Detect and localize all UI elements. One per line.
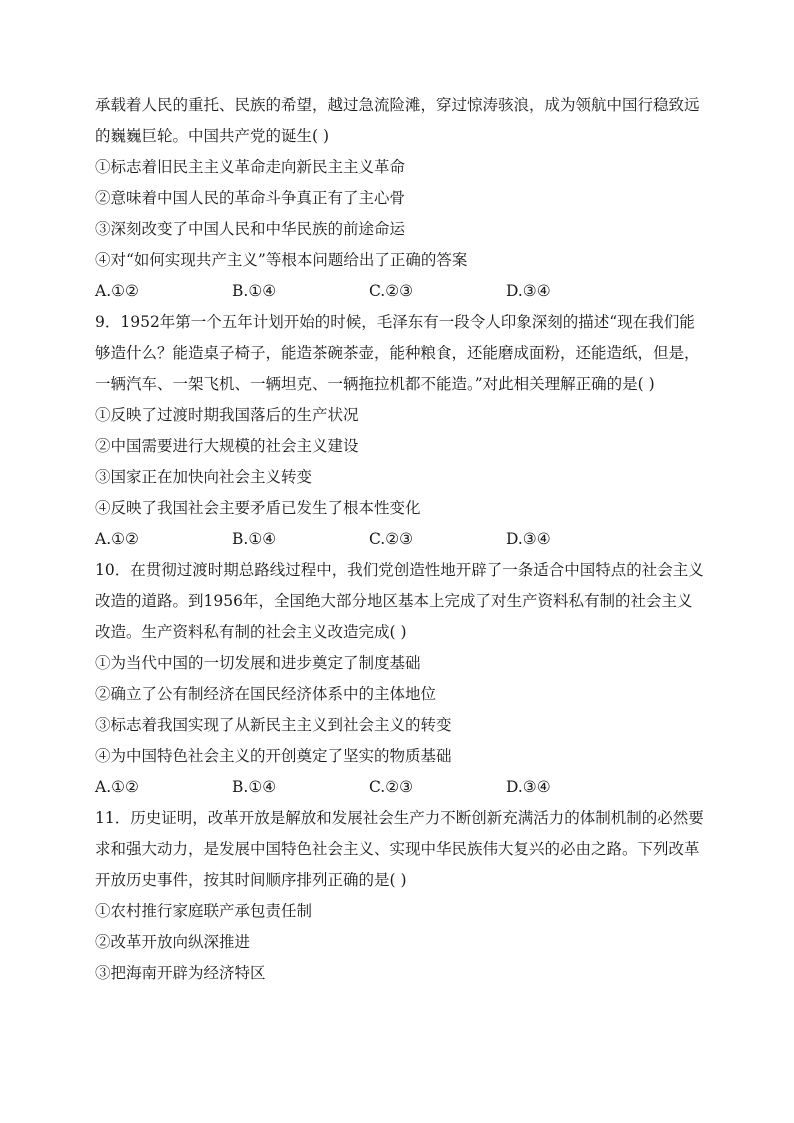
q10-item-4: ④为中国特色社会主义的开创奠定了坚实的物质基础 bbox=[95, 747, 452, 765]
q9-option-a[interactable]: A.①② bbox=[95, 530, 139, 548]
q11-item-2: ②改革开放向纵深推进 bbox=[95, 933, 251, 951]
q8-stem: 承载着人民的重托、民族的希望，越过急流险滩，穿过惊涛骇浪，成为领航中国行稳致远的巍巍巨轮。中国共产党的诞生( ) bbox=[95, 96, 700, 145]
q9-item-2: ②中国需要进行大规模的社会主义建设 bbox=[95, 437, 359, 455]
q9-item-3: ③国家正在加快向社会主义转变 bbox=[95, 468, 313, 486]
q8-option-a[interactable]: A.①② bbox=[95, 282, 139, 300]
q8-options bbox=[95, 276, 707, 307]
q9-option-b[interactable]: B.①④ bbox=[232, 530, 277, 548]
q9-stem: 9．1952年第一个五年计划开始的时候，毛泽东有一段令人印象深刻的描述“现在我们能够造什么？能造桌子椅子，能造茶碗茶壶，能种粮食，还能磨成面粉，还能造纸，但是，一辆汽车、一架飞机、一辆坦克、一辆拖拉机都不能造。”对此相关理解正确的是( ) bbox=[95, 313, 700, 393]
q10-option-b[interactable]: B.①④ bbox=[232, 778, 277, 796]
q11-item-1: ①农村推行家庭联产承包责任制 bbox=[95, 902, 313, 920]
q9-option-d[interactable]: D.③④ bbox=[506, 530, 551, 548]
q10-stem: 10．在贯彻过渡时期总路线过程中，我们党创造性地开辟了一条适合中国特点的社会主义改造的道路。到1956年，全国绝大部分地区基本上完成了对生产资料私有制的社会主义改造。生产资料私有制的社会主义改造完成( ) bbox=[95, 561, 704, 641]
q8-option-d[interactable]: D.③④ bbox=[506, 282, 551, 300]
q8-item-1: ①标志着旧民主主义革命走向新民主主义革命 bbox=[95, 158, 406, 176]
document-page bbox=[95, 90, 707, 989]
q9-option-c[interactable]: C.②③ bbox=[369, 530, 414, 548]
q11-item-3: ③把海南开辟为经济特区 bbox=[95, 964, 266, 982]
q10-option-c[interactable]: C.②③ bbox=[369, 778, 414, 796]
q10-option-a[interactable]: A.①② bbox=[95, 778, 139, 796]
q10-item-3: ③标志着我国实现了从新民主主义到社会主义的转变 bbox=[95, 716, 452, 734]
q9-options bbox=[95, 524, 707, 555]
q8-option-b[interactable]: B.①④ bbox=[232, 282, 277, 300]
q8-item-2: ②意味着中国人民的革命斗争真正有了主心骨 bbox=[95, 189, 406, 207]
q10-item-2: ②确立了公有制经济在国民经济体系中的主体地位 bbox=[95, 685, 437, 703]
q8-item-3: ③深刻改变了中国人民和中华民族的前途命运 bbox=[95, 220, 406, 238]
q10-option-d[interactable]: D.③④ bbox=[506, 778, 551, 796]
q8-item-4: ④对“如何实现共产主义”等根本问题给出了正确的答案 bbox=[95, 251, 468, 269]
q9-item-4: ④反映了我国社会主要矛盾已发生了根本性变化 bbox=[95, 499, 421, 517]
q10-item-1: ①为当代中国的一切发展和进步奠定了制度基础 bbox=[95, 654, 421, 672]
q9-item-1: ①反映了过渡时期我国落后的生产状况 bbox=[95, 406, 359, 424]
q8-option-c[interactable]: C.②③ bbox=[369, 282, 414, 300]
q11-stem: 11．历史证明，改革开放是解放和发展社会生产力不断创新充满活力的体制机制的必然要求和强大动力，是发展中国特色社会主义、实现中华民族伟大复兴的必由之路。下列改革开放历史事件，按其时间顺序排列正确的是( ) bbox=[95, 809, 704, 889]
q10-options bbox=[95, 772, 707, 803]
